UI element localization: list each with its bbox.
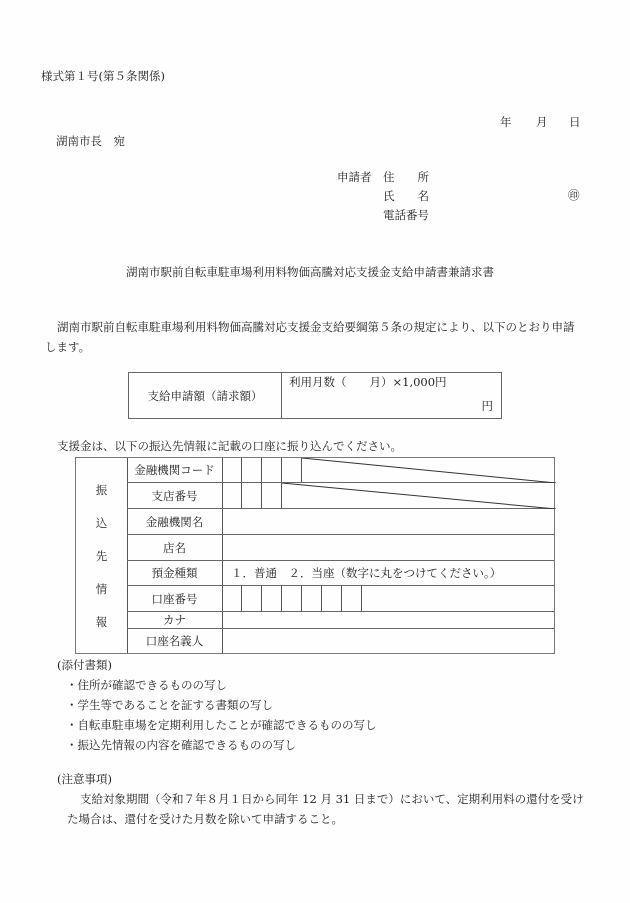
date-day: 日 (569, 115, 581, 129)
deposit-type-options[interactable]: １．普通 ２．当座（数字に丸をつけてください。） (231, 566, 502, 580)
branch-number-digit[interactable] (222, 483, 242, 508)
form-number: 様式第１号(第５条関係) (41, 69, 165, 83)
amount-box (128, 372, 502, 419)
phone-label: 電話番号 (383, 208, 429, 222)
amount-label: 支給申請額（請求額） (129, 373, 282, 418)
bank-info-table (75, 457, 555, 654)
account-number-digit[interactable] (242, 586, 262, 611)
intro-line-1: 湖南市駅前自転車駐車場利用料物価高騰対応支援金支給要綱第５条の規定により、以下のとおり申請 (57, 320, 575, 334)
branch-name-label: 店名 (127, 535, 223, 560)
notes-heading: (注意事項) (57, 772, 112, 786)
attachment-item: ・振込先情報の内容を確認できるものの写し (66, 738, 296, 752)
side-char: 込 (95, 515, 108, 530)
applicant-label: 申請者 (337, 170, 372, 184)
bank-code-label: 金融機関コード (127, 458, 223, 482)
bank-code-digit[interactable] (282, 458, 302, 482)
address-label: 住 所 (383, 170, 429, 184)
account-holder-label: 口座名義人 (127, 629, 223, 653)
branch-number-row (127, 483, 554, 509)
branch-number-label: 支店番号 (127, 483, 223, 508)
side-char: 情 (95, 581, 108, 596)
date-month: 月 (536, 115, 548, 129)
account-number-digit[interactable] (262, 586, 282, 611)
transfer-instruction: 支援金は、以下の振込先情報に記載の口座に振り込んでください。 (57, 439, 402, 453)
account-number-label: 口座番号 (127, 586, 223, 611)
account-number-digit[interactable] (282, 586, 302, 611)
bank-code-row (127, 458, 554, 483)
bank-info-side-label (76, 458, 128, 653)
attachment-item: ・学生等であることを証する書類の写し (66, 698, 273, 712)
usage-months-field[interactable]: 利用月数（ 月）×1,000円 (289, 375, 447, 389)
side-char: 振 (95, 482, 108, 497)
kana-row (127, 612, 554, 629)
notes-line-2: た場合は、還付を受けた月数を除いて申請すること。 (67, 812, 343, 826)
branch-name-row (127, 535, 554, 561)
account-number-row (127, 586, 554, 612)
kana-field[interactable] (231, 612, 554, 628)
account-number-digit[interactable] (322, 586, 342, 611)
bank-name-row (127, 509, 554, 535)
branch-number-digit[interactable] (262, 483, 282, 508)
attachment-item: ・住所が確認できるものの写し (66, 678, 227, 692)
branch-name-field[interactable] (231, 535, 554, 560)
seal-mark: ㊞ (568, 188, 580, 202)
account-holder-field[interactable] (231, 629, 554, 653)
deposit-type-row (127, 561, 554, 586)
attachment-item: ・自転車駐車場を定期利用したことが確認できるものの写し (66, 718, 377, 732)
account-number-digit[interactable] (222, 586, 242, 611)
bank-name-label: 金融機関名 (127, 509, 223, 534)
deposit-type-label: 預金種類 (127, 561, 223, 585)
name-label: 氏 名 (383, 189, 429, 203)
document-title: 湖南市駅前自転車駐車場利用料物価高騰対応支援金支給申請書兼請求書 (126, 265, 494, 279)
attachments-heading: (添付書類) (57, 658, 112, 672)
bank-code-digit[interactable] (242, 458, 262, 482)
diagonal-strike (302, 458, 556, 483)
bank-code-digit[interactable] (222, 458, 242, 482)
bank-name-field[interactable] (231, 509, 554, 534)
side-char: 先 (95, 548, 108, 563)
branch-number-digit[interactable] (242, 483, 262, 508)
side-char: 報 (95, 614, 108, 629)
date-year: 年 (500, 115, 512, 129)
addressee: 湖南市長 宛 (56, 134, 125, 148)
notes-line-1: 支給対象期間（令和７年８月１日から同年 12 月 31 日まで）において、定期利用料の還付を受け (80, 792, 584, 806)
account-number-digit[interactable] (342, 586, 362, 611)
diagonal-strike (282, 483, 556, 509)
kana-label: カナ (127, 612, 223, 628)
intro-line-2: します。 (45, 340, 91, 354)
account-number-digit[interactable] (302, 586, 322, 611)
amount-field[interactable]: 円 (481, 398, 493, 413)
account-holder-row (127, 629, 554, 653)
bank-code-digit[interactable] (262, 458, 282, 482)
